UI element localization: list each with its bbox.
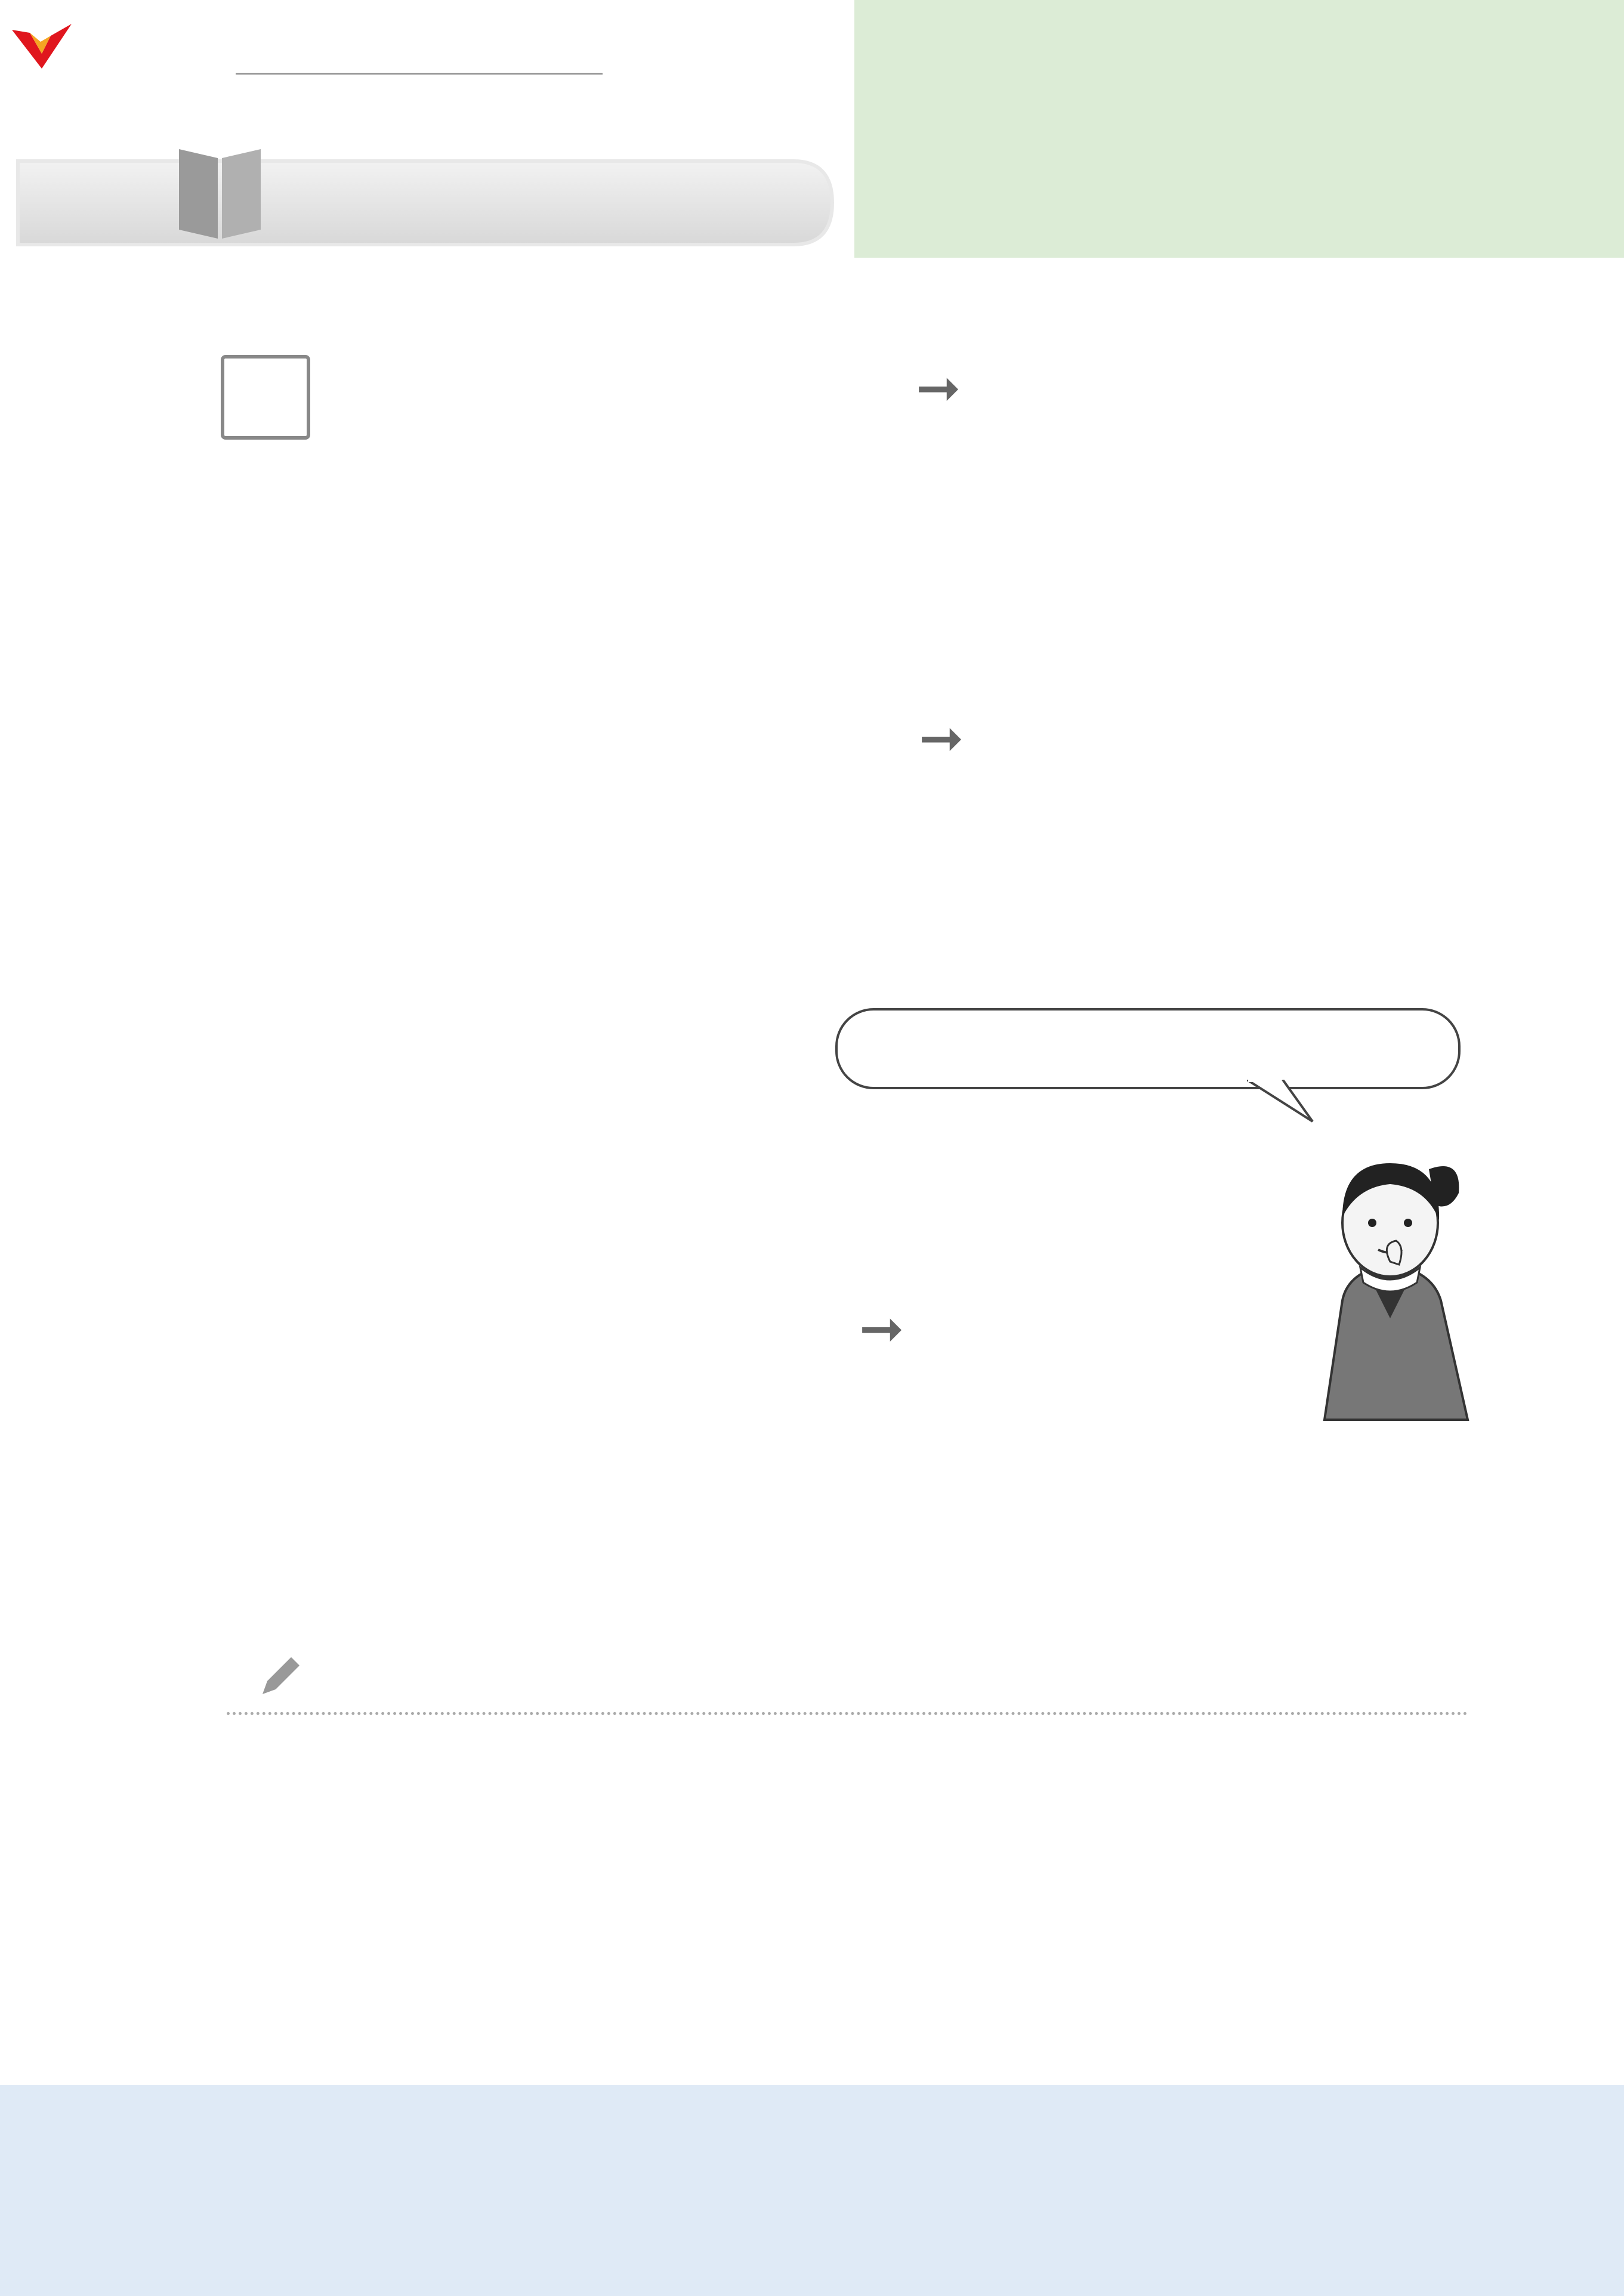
arrow-icon: ➞: [859, 1297, 904, 1360]
arrow-icon: ➞: [919, 707, 964, 770]
thousand-cube-illustration: [961, 1166, 1301, 1506]
pencil-icon: [257, 1652, 304, 1700]
hundred-flat-illustration: [1035, 605, 1304, 868]
objectives-box: [854, 0, 1624, 258]
divider: [227, 1712, 1468, 1715]
counting-line-2: [3, 907, 27, 951]
speech-bubble-tail: [1247, 1080, 1319, 1127]
divider: [236, 73, 603, 75]
speech-bubble: [835, 1008, 1461, 1089]
unit-cubes-illustration: [358, 367, 871, 412]
summary-box: [0, 2085, 1624, 2296]
ten-rods-illustration: [358, 605, 877, 868]
ten-rod-illustration: [1029, 262, 1071, 519]
example-number: [221, 355, 310, 440]
lesson-banner: [0, 137, 844, 265]
logo-icon: [6, 12, 78, 78]
girl-illustration: [1301, 1121, 1480, 1426]
ten-flats-illustration: [334, 1166, 823, 1506]
arrow-icon: ➞: [916, 357, 961, 419]
counting-line-1: [7, 534, 55, 578]
